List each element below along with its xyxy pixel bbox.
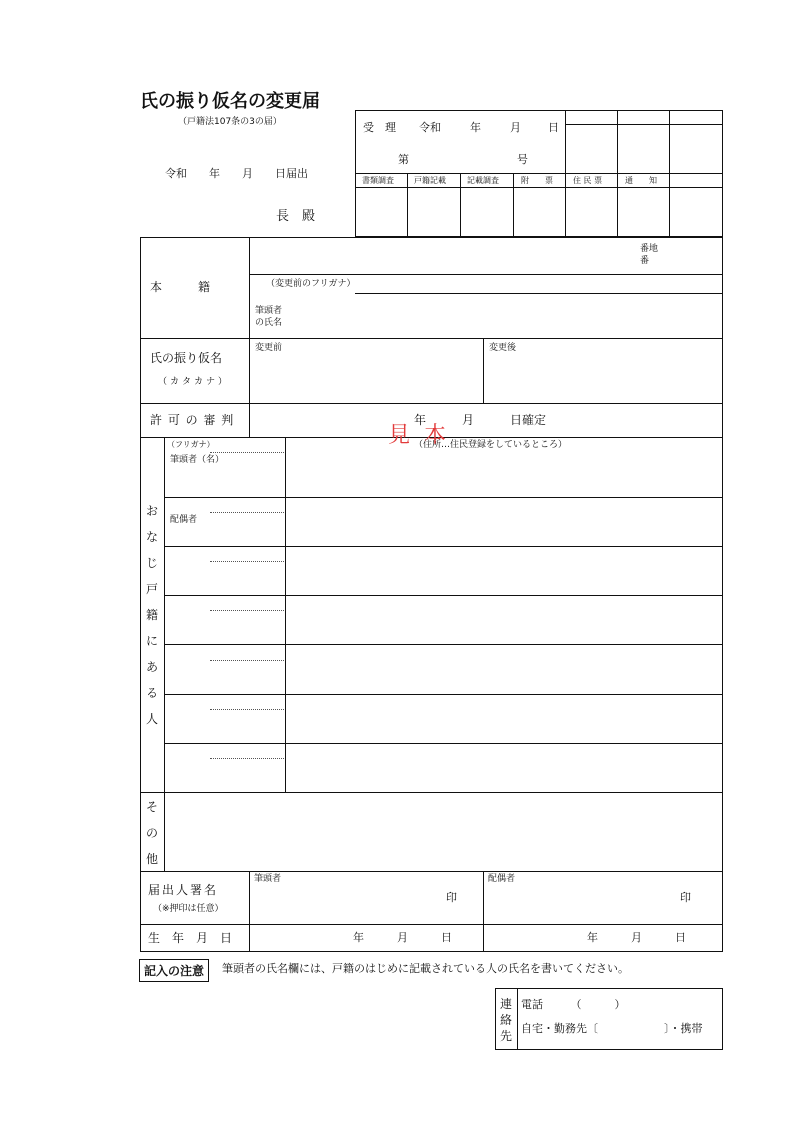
- sig-spouse-label: 配偶者: [488, 874, 516, 884]
- addressee: 長 殿: [276, 209, 316, 224]
- hittousha-signature-input[interactable]: [252, 887, 442, 921]
- permission-date[interactable]: 年 月 日確定: [414, 413, 547, 427]
- address-note: （住所…住民登録をしているところ）: [414, 440, 568, 450]
- ban-label: 番: [640, 256, 650, 266]
- furigana-small-label: （フリガナ）: [167, 440, 215, 449]
- hittousha-name-label: の氏名: [255, 318, 283, 328]
- before-label: 変更前: [255, 343, 283, 353]
- kana-after-input[interactable]: [486, 358, 720, 400]
- spouse-label: 配偶者: [170, 515, 198, 525]
- seal-mark: 印: [680, 891, 691, 904]
- number-suffix: 号: [517, 153, 528, 166]
- submission-date-line[interactable]: 令和 年 月 日届出: [165, 167, 308, 180]
- hittousha-mei-label: 筆頭者（名）: [170, 455, 225, 465]
- sample-stamp: 見本: [388, 423, 461, 448]
- banchi-label: 番地: [640, 244, 659, 254]
- spouse-signature-input[interactable]: [486, 887, 676, 921]
- hittousha-birth-date[interactable]: 年 月 日: [353, 931, 452, 944]
- contact-place[interactable]: 自宅・勤務先〔 〕・携帯: [521, 1022, 703, 1035]
- check-header: 附 票: [521, 176, 553, 185]
- person-address-input[interactable]: [288, 500, 720, 544]
- honseki-address-input[interactable]: [250, 238, 635, 273]
- signature-sub-label: （※押印は任意）: [153, 904, 224, 914]
- check-header: 戸籍記載: [414, 176, 446, 185]
- contact-label: 連絡先: [500, 997, 513, 1043]
- contact-phone[interactable]: 電話 （ ）: [521, 998, 626, 1011]
- persons-label: おなじ戸籍にある人: [145, 504, 158, 726]
- furigana-before-label: （変更前のフリガナ）: [266, 279, 356, 289]
- receipt-label: 受 理: [363, 121, 396, 134]
- seal-mark: 印: [446, 891, 457, 904]
- check-header: 住 民 票: [573, 176, 603, 185]
- signature-label: 届出人署名: [148, 883, 219, 897]
- person-address-input[interactable]: [288, 455, 720, 495]
- birth-label: 生 年 月 日: [148, 931, 233, 945]
- hittousha-name-input[interactable]: [300, 298, 720, 336]
- spouse-birth-date[interactable]: 年 月 日: [587, 931, 686, 944]
- form-title: 氏の振り仮名の変更届: [140, 91, 320, 112]
- law-reference: （戸籍法107条の3の届）: [178, 117, 282, 127]
- receipt-day: 日: [548, 121, 559, 134]
- kana-sub-label: （カタカナ）: [158, 377, 231, 387]
- other-label: その他: [145, 800, 158, 866]
- check-header: 通 知: [625, 176, 657, 185]
- other-input[interactable]: [168, 796, 720, 868]
- person-address-input[interactable]: [288, 647, 720, 691]
- person-address-input[interactable]: [288, 598, 720, 642]
- sig-hittousha-label: 筆頭者: [254, 874, 282, 884]
- honseki-label: 本 籍: [150, 280, 211, 294]
- notice-label: 記入の注意: [139, 959, 209, 982]
- notice-text: 筆頭者の氏名欄には、戸籍のはじめに記載されている人の氏名を書いてください。: [222, 962, 629, 975]
- check-header: 書類調査: [362, 176, 394, 185]
- receipt-month: 月: [510, 121, 521, 134]
- hittousha-name-label: 筆頭者: [255, 306, 283, 316]
- kana-label: 氏の振り仮名: [150, 351, 223, 365]
- number-prefix: 第: [398, 153, 409, 166]
- receipt-year: 年: [470, 121, 481, 134]
- person-address-input[interactable]: [288, 549, 720, 593]
- kana-before-input[interactable]: [252, 358, 480, 400]
- permission-label: 許 可 の 審 判: [150, 413, 235, 427]
- person-address-input[interactable]: [288, 746, 720, 790]
- after-label: 変更後: [489, 343, 517, 353]
- person-address-input[interactable]: [288, 697, 720, 741]
- check-header: 記載調査: [467, 176, 499, 185]
- receipt-era: 令和: [419, 121, 441, 134]
